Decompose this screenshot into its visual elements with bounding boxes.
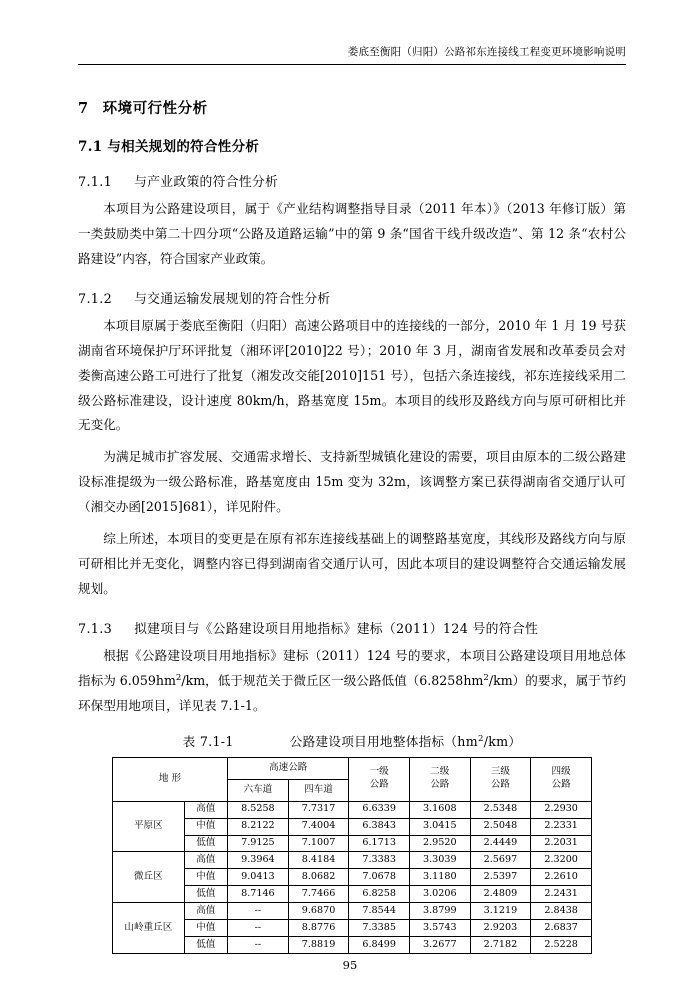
cell-value: 3.1608 [409,801,470,818]
section-title: 环境可行性分析 [102,100,208,117]
header-class2 [409,757,470,801]
cell-value: 7.3385 [349,920,410,937]
cell-value: 7.7317 [288,801,349,818]
cell-value: 9.6870 [288,903,349,920]
cell-stat-label: 中值 [184,869,227,886]
cell-value: 6.8258 [349,886,410,903]
subsection-title: 与产业政策的符合性分析 [134,175,279,190]
header-expressway: 高速公路 [228,757,349,779]
subsection-number: 7.1.3 [78,621,113,637]
cell-value: 7.8819 [288,937,349,954]
section-heading-7-1-1 [78,171,626,190]
cell-value: 3.1219 [470,903,531,920]
cell-value: 3.3039 [409,852,470,869]
cell-value: 2.9520 [409,835,470,852]
header-six-lane: 六车道 [228,779,289,801]
table-title-sup: 2 [477,733,484,744]
table-row [113,818,592,835]
land-index-text-c: /km）的要求，属于节约环保型用地项目，详见表 7.1-1。 [78,672,626,713]
cell-value: 2.5348 [470,801,531,818]
cell-value: 9.3964 [228,852,289,869]
cell-value: 7.4004 [288,818,349,835]
table-row [113,801,592,818]
cell-value: 8.7146 [228,886,289,903]
table-body [113,757,592,801]
cell-stat-label: 中值 [184,920,227,937]
paragraph-transport-plan-3: 综上所述，本项目的变更是在原有祁东连接线基础上的调整路基宽度，其线形及路线方向与原可研相比并无变化，调整内容已得到湖南省交通厅认可，因此本项目的建设调整符合交通运输发展规划。 [78,531,626,596]
subsection-title: 拟建项目与《公路建设项目用地指标》建标（2011）124 号的符合性 [134,621,539,637]
section-number: 7 [78,100,89,117]
land-index-sup-2: 2 [483,672,489,683]
header-class2-line2: 公路 [430,779,450,791]
cell-value: 8.8776 [288,920,349,937]
cell-value: 3.0415 [409,818,470,835]
cell-stat-label: 高值 [184,903,227,920]
header-class3 [470,757,531,801]
header-terrain: 地 形 [113,757,228,801]
table-data-rows [113,801,592,953]
cell-value: 3.8799 [409,903,470,920]
table-row [113,920,592,937]
cell-value: 6.6339 [349,801,410,818]
cell-value: -- [228,903,289,920]
table-caption [78,731,626,750]
land-index-text-a: 根据《公路建设项目用地指标》建标（2011）124 号的要求，本项目公路建设项目用地总体指标为 6.059hm [78,647,626,688]
table-title-b: /km） [483,733,522,749]
cell-value: 8.2122 [228,818,289,835]
cell-value: 2.6837 [531,920,592,937]
header-class1-line1: 一级 [369,766,389,778]
cell-value: 3.5743 [409,920,470,937]
cell-terrain: 微丘区 [113,852,185,903]
section-heading-7-1: 7.1 与相关规划的符合性分析 [78,139,260,155]
cell-stat-label: 低值 [184,886,227,903]
header-class1 [349,757,410,801]
cell-terrain: 平原区 [113,801,185,852]
table-number: 表 7.1-1 [182,733,234,749]
cell-value: 2.2930 [531,801,592,818]
land-index-table [112,757,592,954]
cell-value: 2.9203 [470,920,531,937]
cell-value: 3.2677 [409,937,470,954]
paragraph-land-index [78,644,626,719]
cell-stat-label: 低值 [184,937,227,954]
header-class2-line1: 二级 [430,766,450,778]
cell-value: 2.5697 [470,852,531,869]
table-row [113,852,592,869]
cell-value: 7.8544 [349,903,410,920]
table-row [113,869,592,886]
cell-value: 6.8499 [349,937,410,954]
cell-value: 2.5048 [470,818,531,835]
subsection-number: 7.1.1 [78,175,113,190]
cell-value: 2.5228 [531,937,592,954]
table-title-a: 公路建设项目用地整体指标（hm [289,733,478,749]
cell-stat-label: 低值 [184,835,227,852]
section-heading-7-1-2 [78,288,626,307]
cell-stat-label: 中值 [184,818,227,835]
cell-value: 7.1007 [288,835,349,852]
cell-value: 6.1713 [349,835,410,852]
cell-value: 7.7466 [288,886,349,903]
header-class1-line2: 公路 [369,779,389,791]
cell-value: 8.5258 [228,801,289,818]
cell-value: 2.7182 [470,937,531,954]
cell-value: 2.2331 [531,818,592,835]
section-heading-7-1-3 [78,618,626,637]
cell-terrain: 山岭重丘区 [113,903,185,954]
cell-value: 7.3383 [349,852,410,869]
page-number: 95 [342,958,358,972]
table-row [113,903,592,920]
section-heading-7 [78,97,626,118]
cell-value: 3.0206 [409,886,470,903]
header-class4 [531,757,592,801]
header-class4-line2: 公路 [551,779,571,791]
cell-value: 3.1180 [409,869,470,886]
paragraph-transport-plan-1: 本项目原属于娄底至衡阳（归阳）高速公路项目中的连接线的一部分，2010 年 1 月 19 号获湖南省环境保护厅环评批复（湘环评[2010]22 号）；2010 年 3 月，湖南省发展和改革委员会对娄衡高速公路工可进行了批复（湘发改交能[2010]151 号），包括六条连接线，祁东连接线采用二级公路标准建设，设计速度 80km/h，路基宽度 15m。本项目的线形及路线方向与原可研相比并无变化。 [78,317,626,433]
table-row [113,835,592,852]
cell-value: 2.4809 [470,886,531,903]
header-four-lane: 四车道 [288,779,349,801]
cell-value: -- [228,937,289,954]
cell-value: 2.5397 [470,869,531,886]
table-row [113,886,592,903]
header-class4-line1: 四级 [551,766,571,778]
cell-value: 8.0682 [288,869,349,886]
cell-value: -- [228,920,289,937]
page-header: 娄底至衡阳（归阳）公路祁东连接线工程变更环境影响说明 [78,44,626,65]
cell-value: 2.8438 [531,903,592,920]
header-class3-line2: 公路 [490,779,511,791]
paragraph-transport-plan-2: 为满足城市扩容发展、交通需求增长、支持新型城镇化建设的需要，项目由原本的二级公路建设标准提级为一级公路标准，路基宽度由 15m 变为 32m，该调整方案已获得湖南省交通厅认可（湘交办函[2015]681），详见附件。 [78,449,626,515]
cell-stat-label: 高值 [184,801,227,818]
cell-value: 8.4184 [288,852,349,869]
cell-value: 6.3843 [349,818,410,835]
land-index-sup-1: 2 [175,672,182,683]
paragraph-industry-policy: 本项目为公路建设项目，属于《产业结构调整指导目录（2011 年本）》（2013 年修订版）第一类鼓励类中第二十四分项“公路及道路运输”中的第 9 条“国省干线升级改造”、第 12 条“农村公路建设”内容，符合国家产业政策。 [78,201,626,266]
page-content [78,44,626,950]
cell-value: 7.0678 [349,869,410,886]
cell-value: 7.9125 [228,835,289,852]
land-index-text-b: /km，低于规范关于微丘区一级公路低值（6.8258hm [181,672,484,688]
cell-value: 2.2031 [531,835,592,852]
cell-value: 2.3200 [531,852,592,869]
subsection-title: 与交通运输发展规划的符合性分析 [134,291,331,307]
cell-value: 2.4449 [470,835,531,852]
cell-stat-label: 高值 [184,852,227,869]
cell-value: 2.2610 [531,869,592,886]
cell-value: 2.2431 [531,886,592,903]
table-row [113,937,592,954]
table-header-row-1 [113,757,592,779]
header-class3-line1: 三级 [490,766,511,778]
cell-value: 9.0413 [228,869,289,886]
subsection-number: 7.1.2 [78,291,113,307]
